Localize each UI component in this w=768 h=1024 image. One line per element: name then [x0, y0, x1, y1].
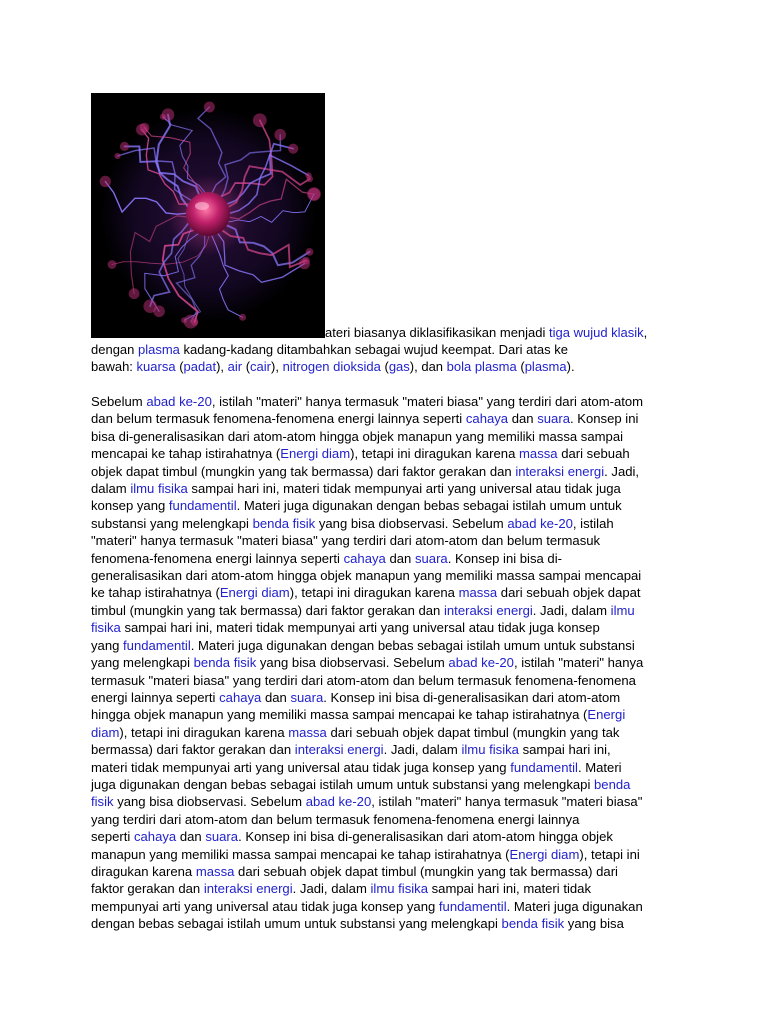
text-run: . Jadi, — [604, 463, 640, 479]
plasma-glow — [129, 288, 140, 299]
text-run: konsep yang — [91, 498, 169, 514]
text-run: yang terdiri dari atom-atom dan belum termasuk fenomena-fenomena energi lainnya — [91, 811, 580, 827]
wiki-link[interactable]: benda fisik — [193, 655, 257, 671]
text-run: ( — [175, 359, 184, 374]
wiki-link[interactable]: ilmu fisika — [130, 481, 188, 497]
text-run: . Materi juga digunakan — [506, 898, 643, 914]
wiki-link[interactable]: interaksi energi — [203, 881, 293, 897]
text-run: , istilah — [572, 515, 614, 531]
text-run: ), tetapi ini — [579, 846, 640, 862]
text-run: . Konsep ini bisa di- — [447, 550, 562, 566]
text-run: yang bisa — [564, 916, 624, 932]
plasma-glow — [140, 123, 150, 133]
text-run: ke tahap istirahatnya ( — [91, 585, 220, 601]
wiki-link[interactable]: nitrogen dioksida — [282, 359, 381, 374]
plasma-glow — [160, 114, 166, 120]
text-run: ( — [516, 359, 525, 374]
text-run: dan — [176, 829, 206, 845]
text-run: diragukan karena — [91, 863, 196, 879]
wiki-link[interactable]: suara — [414, 550, 448, 566]
body-paragraph — [91, 393, 681, 933]
figure-caption — [91, 341, 681, 375]
wiki-link[interactable]: plasma — [524, 359, 567, 374]
text-run: sampai hari ini, — [518, 742, 611, 758]
wiki-link[interactable]: interaksi energi — [515, 463, 605, 479]
wiki-link[interactable]: air — [227, 359, 243, 374]
wiki-link[interactable]: interaksi energi — [443, 602, 533, 618]
wiki-link[interactable]: abad ke-20 — [146, 394, 212, 409]
text-run: Sebelum — [91, 394, 147, 409]
text-run: substansi yang melengkapi — [91, 515, 253, 531]
text-run: dengan — [91, 342, 138, 357]
text-run: yang — [91, 637, 124, 653]
plasma-glow — [114, 153, 120, 159]
text-run: . Konsep ini bisa di-generalisasikan dari atom-atom hingga objek — [238, 829, 613, 845]
wiki-link[interactable]: cahaya — [219, 689, 262, 705]
text-run: , istilah "materi" hanya — [513, 655, 644, 671]
wiki-link[interactable]: gas — [388, 359, 410, 374]
wiki-link[interactable]: ilmu fisika — [370, 881, 428, 897]
text-run: yang bisa diobservasi. Sebelum — [315, 515, 508, 531]
text-run: ( — [242, 359, 251, 374]
wiki-link[interactable]: massa — [288, 724, 327, 740]
text-run: dari sebuah — [557, 446, 630, 462]
text-run: ). — [566, 359, 575, 374]
text-run: sampai hari ini, materi tidak mempunyai arti yang universal atau tidak juga konsep — [120, 620, 600, 636]
plasma-glow — [181, 317, 187, 323]
text-run: hingga objek manapun yang memiliki massa sampai mencapai ke tahap istirahatnya ( — [91, 707, 588, 723]
text-run: . Konsep ini — [569, 411, 639, 427]
wiki-link[interactable]: benda fisik — [252, 515, 316, 531]
wiki-link[interactable]: suara — [537, 411, 570, 427]
plasma-glow — [108, 260, 117, 269]
text-run: materi tidak mempunyai arti yang universal atau tidak juga konsep yang — [91, 759, 511, 775]
text-run: , istilah "materi" hanya termasuk "materi biasa" — [371, 794, 643, 810]
wiki-link[interactable]: Energi diam — [509, 846, 580, 862]
wiki-link[interactable]: massa — [458, 585, 498, 601]
wiki-link[interactable]: Energi — [587, 707, 626, 723]
wiki-link[interactable]: fisik — [91, 794, 114, 810]
plasma-glow — [253, 113, 267, 127]
text-run: ), tetapi ini diragukan karena — [350, 446, 519, 462]
text-run: ), — [216, 359, 228, 374]
wiki-link[interactable]: tiga wujud klasik — [549, 325, 644, 340]
plasma-glow — [191, 319, 198, 326]
text-run: dan belum termasuk fenomena-fenomena energi lainnya seperti — [91, 411, 466, 427]
text-run: dalam — [91, 481, 131, 497]
wiki-link[interactable]: benda — [594, 776, 631, 792]
text-run: dan — [261, 689, 291, 705]
text-run: manapun yang memiliki massa sampai mencapai ke tahap istirahatnya ( — [91, 846, 510, 862]
wiki-link[interactable]: cahaya — [465, 411, 509, 427]
text-run: "materi" hanya termasuk "materi biasa" yang terdiri dari atom-atom dan belum termasuk — [91, 533, 601, 549]
wiki-link[interactable]: abad ke-20 — [507, 515, 573, 531]
text-run: fenomena-fenomena energi lainnya seperti — [91, 550, 344, 566]
wiki-link[interactable]: fundamentil — [510, 759, 578, 775]
text-run: bawah: — [91, 359, 137, 374]
plasma-glow — [288, 144, 298, 154]
wiki-link[interactable]: padat — [183, 359, 217, 374]
plasma-glow — [120, 142, 129, 151]
wiki-link[interactable]: fundamentil — [438, 898, 507, 914]
text-run: timbul (mungkin yang tak bermassa) dari faktor gerakan dan — [91, 602, 444, 618]
wiki-link[interactable]: suara — [290, 689, 324, 705]
text-run: mencapai ke tahap istirahatnya ( — [91, 446, 281, 462]
text-run: bisa di-generalisasikan dari atom-atom hingga objek manapun yang memiliki massa sampai — [91, 428, 624, 444]
text-run: kadang-kadang ditambahkan sebagai wujud keempat. Dari atas ke — [179, 342, 568, 357]
wiki-link[interactable]: fundamentil — [123, 637, 191, 653]
wiki-link[interactable]: Energi diam — [280, 446, 351, 462]
wiki-link[interactable]: interaksi energi — [294, 742, 384, 758]
text-run: . Jadi, dalam — [383, 742, 462, 758]
wiki-link[interactable]: fisika — [91, 620, 121, 636]
wiki-link[interactable]: ilmu fisika — [461, 742, 519, 758]
text-run: yang melengkapi — [91, 655, 194, 671]
plasma-glow — [239, 314, 246, 321]
text-run: dari sebuah objek dapat — [497, 585, 641, 601]
text-run: dengan bebas sebagai istilah umum untuk substansi yang melengkapi — [91, 916, 502, 932]
wiki-link[interactable]: suara — [205, 829, 239, 845]
text-run: dari sebuah objek dapat timbul (mungkin yang tak bermassa) dari — [234, 863, 618, 879]
wiki-link[interactable]: kuarsa — [136, 359, 176, 374]
text-run: bermassa) dari faktor gerakan dan — [91, 742, 295, 758]
wiki-link[interactable]: massa — [519, 446, 558, 462]
text-run: , — [643, 325, 648, 340]
article — [91, 93, 681, 933]
text-run: yang bisa diobservasi. Sebelum — [113, 794, 306, 810]
text-run: . Materi — [577, 759, 622, 775]
plasma-glow — [305, 172, 311, 178]
wiki-link[interactable]: abad ke-20 — [448, 655, 514, 671]
wiki-link[interactable]: cahaya — [343, 550, 386, 566]
text-run: juga digunakan dengan bebas sebagai istilah umum untuk substansi yang melengkapi — [91, 776, 594, 792]
wiki-link[interactable]: cair — [250, 359, 271, 374]
text-run: ), — [271, 359, 283, 374]
text-run: ateri biasanya diklasifikasikan menjadi — [325, 325, 550, 340]
text-run: . Materi juga digunakan dengan bebas sebagai istilah umum untuk — [236, 498, 622, 514]
wiki-link[interactable]: Energi diam — [219, 585, 290, 601]
wiki-link[interactable]: abad ke-20 — [305, 794, 372, 810]
text-run: . Jadi, dalam — [292, 881, 371, 897]
plasma-glow — [307, 187, 321, 201]
text-run: mempunyai arti yang universal atau tidak juga konsep yang — [91, 898, 439, 914]
text-run: objek dapat timbul (mungkin yang tak bermassa) dari faktor gerakan dan — [91, 463, 516, 479]
text-run: faktor gerakan dan — [91, 881, 204, 897]
text-run: . Materi juga digunakan dengan bebas sebagai istilah umum untuk substansi — [190, 637, 635, 653]
text-run: sampai hari ini, materi tidak — [427, 881, 591, 897]
wiki-link[interactable]: diam — [91, 724, 120, 740]
wiki-link[interactable]: massa — [195, 863, 235, 879]
wiki-link[interactable]: cahaya — [133, 829, 177, 845]
text-run: ), tetapi ini diragukan karena — [289, 585, 459, 601]
plasma-glow — [274, 129, 286, 141]
wiki-link[interactable]: fundamentil — [168, 498, 237, 514]
text-run: , istilah "materi" hanya termasuk "materi biasa" yang terdiri dari atom-atom — [211, 394, 644, 409]
plasma-glow — [204, 102, 215, 113]
plasma-glow — [306, 248, 314, 256]
plasma-ball-image — [91, 93, 325, 338]
text-run: dan — [508, 411, 538, 427]
plasma-glow — [143, 300, 156, 313]
wiki-link[interactable]: benda fisik — [501, 916, 565, 932]
text-run: seperti — [91, 829, 134, 845]
text-run: sampai hari ini, materi tidak mempunyai arti yang universal atau tidak juga — [187, 481, 621, 497]
figure-row — [91, 93, 681, 338]
wiki-link[interactable]: bola plasma — [446, 359, 517, 374]
wiki-link[interactable]: plasma — [138, 342, 180, 357]
text-run: dari sebuah objek dapat timbul (mungkin yang tak — [326, 724, 620, 740]
text-run: . Konsep ini bisa di-generalisasikan dari atom-atom — [323, 689, 621, 705]
text-run: ), dan — [409, 359, 447, 374]
text-run: . Jadi, dalam — [532, 602, 611, 618]
caption-line-1 — [325, 324, 647, 341]
plasma-glow — [299, 258, 310, 269]
plasma-glow — [100, 176, 111, 187]
text-run: dan — [385, 550, 415, 566]
text-run: generalisasikan dari atom-atom hingga objek manapun yang memiliki massa sampai mencapai — [91, 568, 642, 584]
text-run: ), tetapi ini diragukan karena — [119, 724, 289, 740]
wiki-link[interactable]: ilmu — [610, 602, 635, 618]
text-run: energi lainnya seperti — [91, 689, 220, 705]
text-run: ( — [380, 359, 389, 374]
text-run: yang bisa diobservasi. Sebelum — [256, 655, 449, 671]
text-run: termasuk "materi biasa" yang terdiri dari atom-atom dan belum termasuk fenomena-fenomena — [91, 672, 636, 688]
